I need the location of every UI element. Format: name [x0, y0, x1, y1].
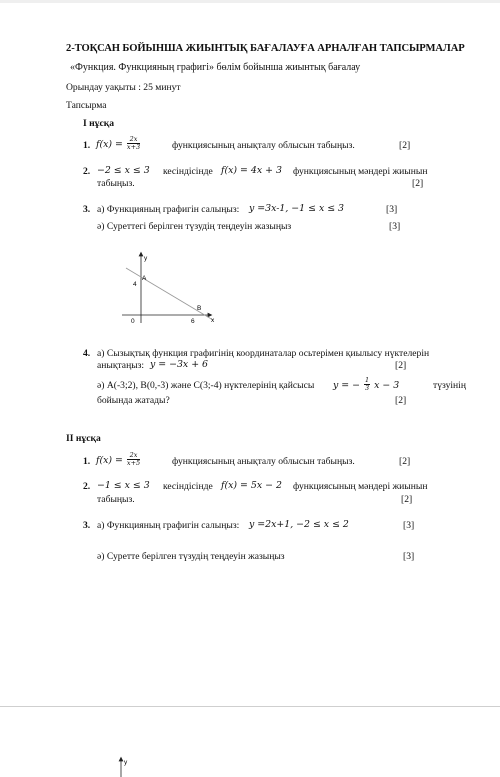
- document-title: 2-ТОҚСАН БОЙЫНША ЖИЫНТЫҚ БАҒАЛАУҒА АРНАЛҒАН ТАПСЫРМАЛАР: [66, 43, 465, 54]
- v1-q2-number: 2.: [83, 166, 91, 177]
- page-top-edge: [0, 0, 500, 3]
- v1-q2-range: −2 ≤ x ≤ 3: [97, 165, 150, 176]
- v1-q4-a-line1: а) Сызықтық функция графигінің координаталар осьтерімен қиылысу нүктелерін: [97, 348, 430, 359]
- v2-q2-line2: табыңыз.: [97, 494, 135, 505]
- page2-y-axis: [114, 755, 134, 777]
- v1-q2-text-b: функциясының мәндері жиынын: [293, 166, 428, 177]
- v2-q2-fx: f(x) = 5x − 2: [221, 480, 282, 491]
- v1-q3-b-text: ә) Суреттегі берілген түзудің теңдеуін жазыңыз: [97, 221, 292, 232]
- v2-q3-b-text: ә) Суретте берілген түзудің теңдеуін жазыңыз: [97, 551, 285, 562]
- v1-q4-b-formula: [333, 375, 399, 393]
- v1-q4-b-text: ә) A(-3;2), B(0,-3) және C(3;-4) нүктелерінің қайсысы: [97, 380, 315, 391]
- v2-q2-marks: [2]: [401, 494, 413, 505]
- v2-q3-b-marks: [3]: [403, 551, 415, 562]
- v2-q1-fx: f(x) =: [96, 455, 123, 466]
- document-subtitle: «Функция. Функцияның графигі» бөлім бойынша жиынтық бағалау: [70, 62, 361, 73]
- v1-q4-b-text2: түзуінің: [433, 380, 466, 391]
- v1-q1-number: 1.: [83, 140, 91, 151]
- v1-q2-fx: f(x) = 4x + 3: [221, 165, 282, 176]
- v1-q3-a-marks: [3]: [386, 204, 398, 215]
- v1-q3-a-text: а) Функцияның графигін салыңыз:: [97, 204, 240, 215]
- v1-q4-a-math: y = −3x + 6: [150, 359, 208, 370]
- v2-q2-text-a: кесіндісінде: [163, 481, 213, 492]
- v2-q3-number: 3.: [83, 520, 91, 531]
- v1-q4-b-math-pre: y = −: [333, 380, 360, 391]
- variant2-heading: ІІ нұсқа: [66, 433, 101, 444]
- v2-q1-fraction: $\frac{2x}{x+5}$: [126, 450, 141, 467]
- v1-q3-a-math: y =3x-1, −1 ≤ x ≤ 3: [249, 203, 345, 214]
- v1-q1-formula: [96, 134, 140, 152]
- point-a-label: A: [142, 275, 147, 282]
- duration-text: Орындау уақыты : 25 минут: [66, 82, 181, 93]
- v1-q1-text: функциясының анықталу облысын табыңыз.: [172, 140, 355, 151]
- v2-q2-range: −1 ≤ x ≤ 3: [97, 480, 150, 491]
- v2-q1-marks: [2]: [399, 456, 411, 467]
- y-axis-label: y: [144, 255, 148, 262]
- v2-q3-a-marks: [3]: [403, 520, 415, 531]
- v1-q2-text-a: кесіндісінде: [163, 166, 213, 177]
- v1-q4-b-line2: бойында жатады?: [97, 395, 170, 406]
- line-graph: [118, 248, 228, 328]
- point-b-label: B: [197, 305, 202, 312]
- v2-q1-formula: [96, 450, 140, 468]
- v1-q1-marks: [2]: [399, 140, 411, 151]
- v2-q3-a-math: y =2x+1, −2 ≤ x ≤ 2: [249, 519, 349, 530]
- b-value-label: 6: [191, 318, 195, 325]
- v1-q3-b-marks: [3]: [389, 221, 401, 232]
- v1-q4-b-fraction: $\frac{1}{3}$: [364, 375, 370, 392]
- a-value-label: 4: [133, 281, 137, 288]
- graph-line: [126, 268, 213, 320]
- v1-q1-fraction: $\frac{2x}{x+3}$: [126, 134, 141, 151]
- v1-q2-line2: табыңыз.: [97, 178, 135, 189]
- v2-q2-text-b: функциясының мәндері жиынын: [293, 481, 428, 492]
- v1-q4-a-line2: анықтаңыз:: [97, 360, 145, 371]
- v2-q1-number: 1.: [83, 456, 91, 467]
- v1-q3-number: 3.: [83, 204, 91, 215]
- variant1-heading: І нұсқа: [83, 118, 115, 129]
- x-axis-label: x: [211, 317, 215, 324]
- v1-q4-b-marks: [2]: [395, 395, 407, 406]
- v1-q2-marks: [2]: [412, 178, 424, 189]
- document-page-2: [0, 706, 500, 777]
- page2-y-axis-label: y: [124, 759, 128, 766]
- origin-label: 0: [131, 318, 135, 325]
- v2-q2-number: 2.: [83, 481, 91, 492]
- tasks-label: Тапсырма: [66, 100, 107, 111]
- v1-q1-fx: f(x) =: [96, 139, 123, 150]
- v1-q4-a-marks: [2]: [395, 360, 407, 371]
- v2-q1-text: функциясының анықталу облысын табыңыз.: [172, 456, 355, 467]
- v2-q3-a-text: а) Функцияның графигін салыңыз:: [97, 520, 240, 531]
- v1-q4-b-math-post: x − 3: [374, 380, 400, 391]
- v1-q4-number: 4.: [83, 348, 91, 359]
